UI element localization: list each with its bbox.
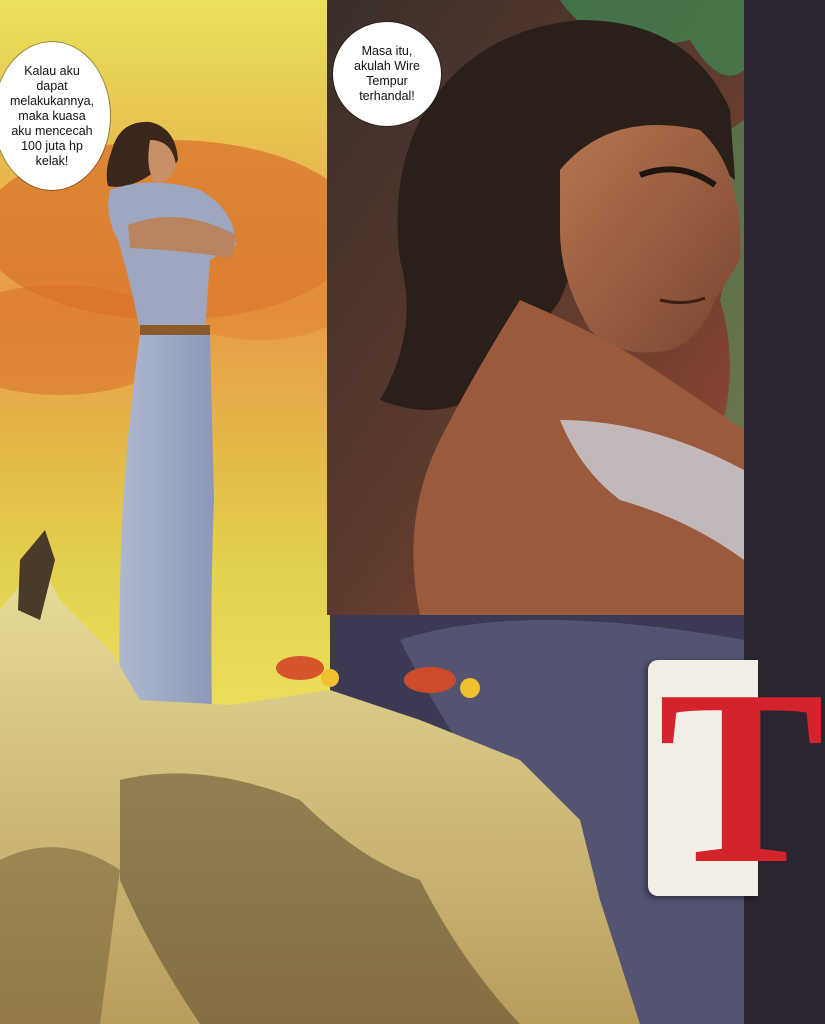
title-card xyxy=(648,639,825,916)
speech-text-right: Masa itu, akulah Wire Tempur terhandal! xyxy=(354,44,420,103)
creature-head xyxy=(321,669,339,687)
speech-bubble-right xyxy=(333,22,441,126)
small-creature xyxy=(404,667,456,693)
creature-head xyxy=(460,678,480,698)
figure-jeans xyxy=(119,335,214,720)
title-letter: T xyxy=(658,639,825,916)
rock-shadows xyxy=(0,847,120,1024)
speech-bubble-left xyxy=(0,42,110,190)
small-creature xyxy=(276,656,324,680)
speech-text-left: Kalau aku dapat melakukannya, maka kuasa aku mencecah 100 juta hp kelak! xyxy=(9,63,95,168)
